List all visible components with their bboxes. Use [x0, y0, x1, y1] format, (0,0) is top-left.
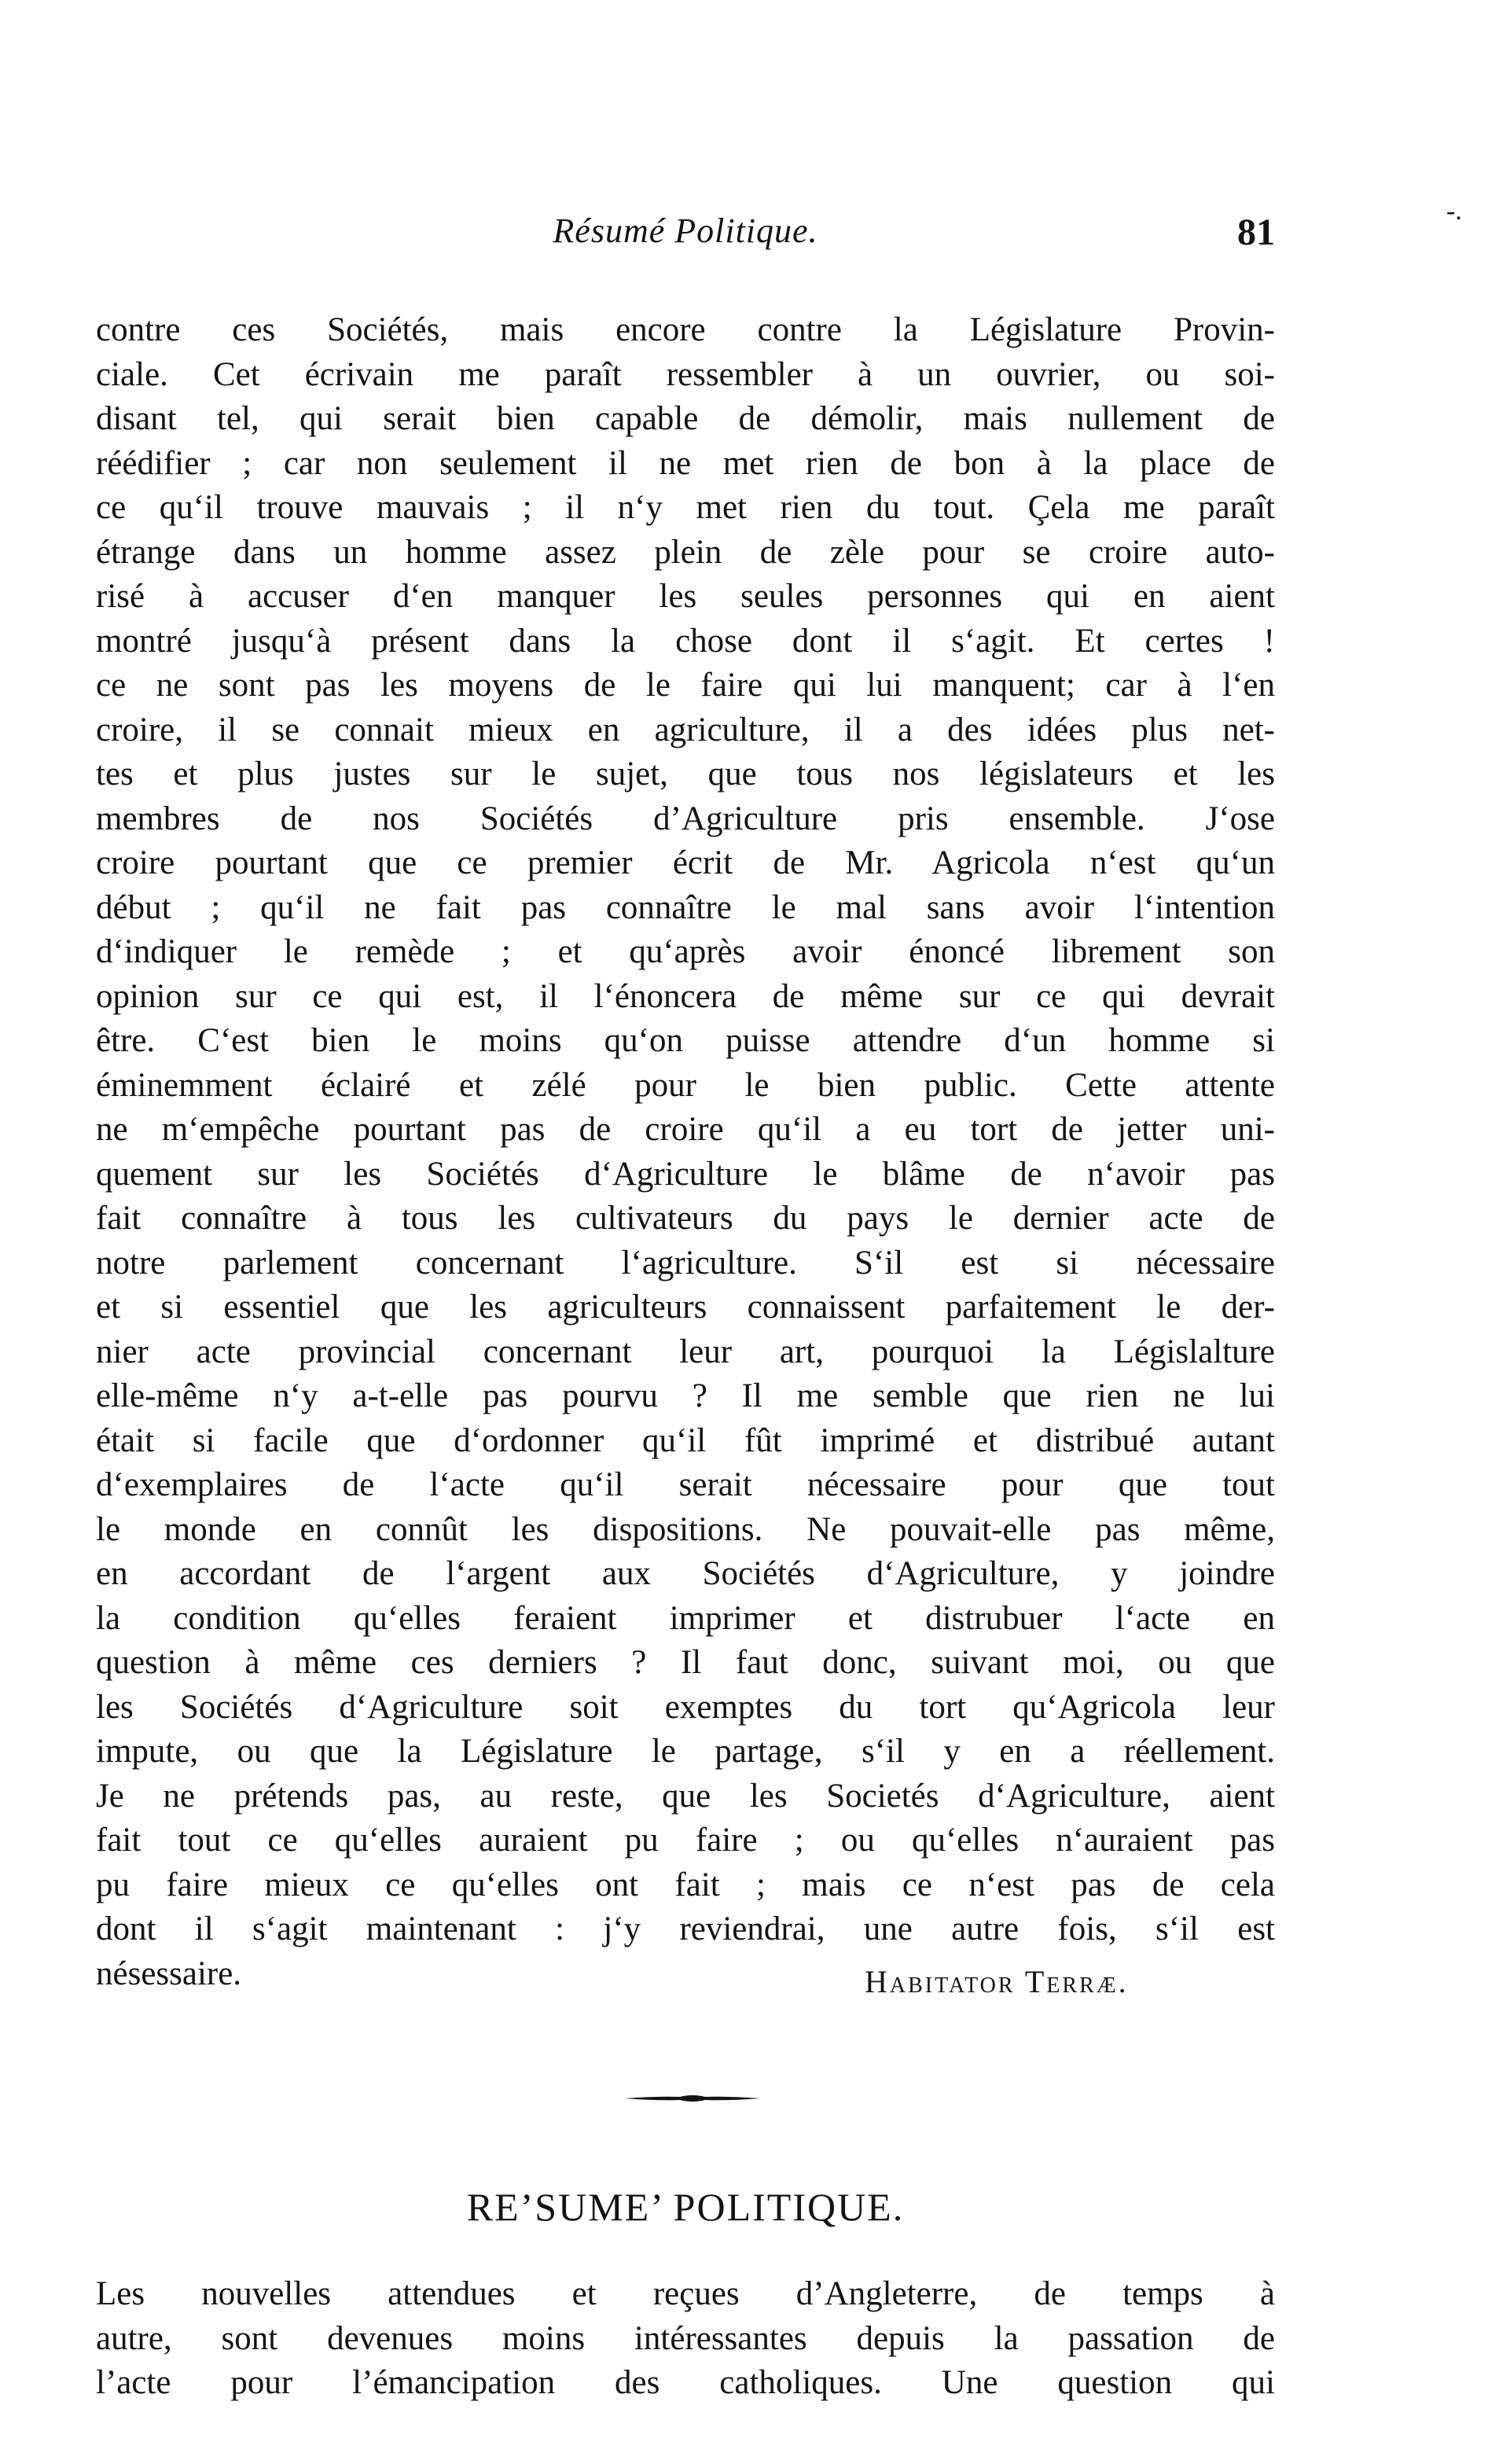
text-line: disant tel, qui serait bien capable de démolir, mais nullement de	[96, 400, 1275, 437]
signature: Habitator Terræ.	[865, 1964, 1129, 1999]
text-line: d‘indiquer le remède ; et qu‘après avoir énoncé librement son	[96, 933, 1275, 970]
running-head	[96, 211, 1275, 266]
text-line: réédifier ; car non seulement il ne met rien de bon à la place de	[96, 444, 1275, 482]
text-line: question à même ces derniers ? Il faut donc, suivant moi, ou que	[96, 1644, 1275, 1681]
text-line: étrange dans un homme assez plein de zèle pour se croire auto-	[96, 533, 1275, 571]
text-line: nier acte provincial concernant leur art, pourquoi la Législalture	[96, 1333, 1275, 1370]
text-line: autre, sont devenues moins intéressantes depuis la passation de	[96, 2319, 1275, 2357]
text-line: être. C‘est bien le moins qu‘on puisse attendre d‘un homme si	[96, 1022, 1275, 1059]
text-line: l’acte pour l’émancipation des catholiques. Une question qui	[96, 2364, 1275, 2401]
page-number: 81	[1237, 211, 1275, 253]
text-line: et si essentiel que les agriculteurs connaissent parfaitement le der-	[96, 1289, 1275, 1326]
text-line: ciale. Cet écrivain me paraît ressembler à un ouvrier, ou soi-	[96, 355, 1275, 393]
text-line: Je ne prétends pas, au reste, que les Societés d‘Agriculture, aient	[96, 1777, 1275, 1815]
text-line: impute, ou que la Législature le partage, s‘il y en a réellement.	[96, 1733, 1275, 1770]
letter-body	[96, 308, 1275, 1996]
text-line: montré jusqu‘à présent dans la chose dont il s‘agit. Et certes !	[96, 622, 1275, 660]
text-line: ce qu‘il trouve mauvais ; il n‘y met rien du tout. Çela me paraît	[96, 489, 1275, 526]
text-line: quement sur les Sociétés d‘Agriculture le blâme de n‘avoir pas	[96, 1155, 1275, 1193]
text-line: la condition qu‘elles feraient imprimer et distrubuer l‘acte en	[96, 1599, 1275, 1637]
text-line: nésessaire.	[96, 1955, 242, 1992]
section-heading: RE’SUME’ POLITIQUE.	[466, 2185, 905, 2229]
text-line: opinion sur ce qui est, il l‘énoncera de même sur ce qui devrait	[96, 977, 1275, 1015]
text-line: était si facile que d‘ordonner qu‘il fût imprimé et distribué autant	[96, 1421, 1275, 1459]
text-line: éminemment éclairé et zélé pour le bien public. Cette attente	[96, 1066, 1275, 1104]
text-line: contre ces Sociétés, mais encore contre la Législature Provin-	[96, 311, 1275, 348]
text-line: le monde en connût les dispositions. Ne pouvait-elle pas même,	[96, 1510, 1275, 1548]
text-line: elle-même n‘y a-t-elle pas pourvu ? Il me semble que rien ne lui	[96, 1377, 1275, 1414]
text-line: en accordant de l‘argent aux Sociétés d‘Agriculture, y joindre	[96, 1555, 1275, 1592]
text-line: pu faire mieux ce qu‘elles ont fait ; mais ce n‘est pas de cela	[96, 1866, 1275, 1903]
corner-mark: -.	[1446, 197, 1462, 226]
text-line: membres de nos Sociétés d’Agriculture pris ensemble. J‘ose	[96, 800, 1275, 837]
text-line: début ; qu‘il ne fait pas connaître le mal sans avoir l‘intention	[96, 888, 1275, 926]
text-line: ce ne sont pas les moyens de le faire qui lui manquent; car à l‘en	[96, 667, 1275, 704]
text-line: dont il s‘agit maintenant : j‘y reviendrai, une autre fois, s‘il est	[96, 1911, 1275, 1947]
ornamental-divider	[625, 2093, 760, 2104]
text-line: Les nouvelles attendues et reçues d’Angleterre, de temps à	[96, 2275, 1275, 2312]
text-line: notre parlement concernant l‘agriculture. S‘il est si nécessaire	[96, 1244, 1275, 1282]
text-line: d‘exemplaires de l‘acte qu‘il serait nécessaire pour que tout	[96, 1466, 1275, 1503]
section-body	[96, 2272, 1275, 2406]
text-line: risé à accuser d‘en manquer les seules personnes qui en aient	[96, 578, 1275, 615]
text-line: ne m‘empêche pourtant pas de croire qu‘il a eu tort de jetter uni-	[96, 1111, 1275, 1148]
text-line: fait tout ce qu‘elles auraient pu faire ; ou qu‘elles n‘auraient pas	[96, 1822, 1275, 1859]
text-line: les Sociétés d‘Agriculture soit exemptes du tort qu‘Agricola leur	[96, 1688, 1275, 1726]
text-line: croire pourtant que ce premier écrit de Mr. Agricola n‘est qu‘un	[96, 844, 1275, 881]
text-line: fait connaître à tous les cultivateurs du pays le dernier acte de	[96, 1200, 1275, 1237]
text-line: croire, il se connait mieux en agriculture, il a des idées plus net-	[96, 711, 1275, 748]
running-title: Résumé Politique.	[553, 211, 818, 250]
text-line: tes et plus justes sur le sujet, que tous nos législateurs et les	[96, 756, 1275, 793]
